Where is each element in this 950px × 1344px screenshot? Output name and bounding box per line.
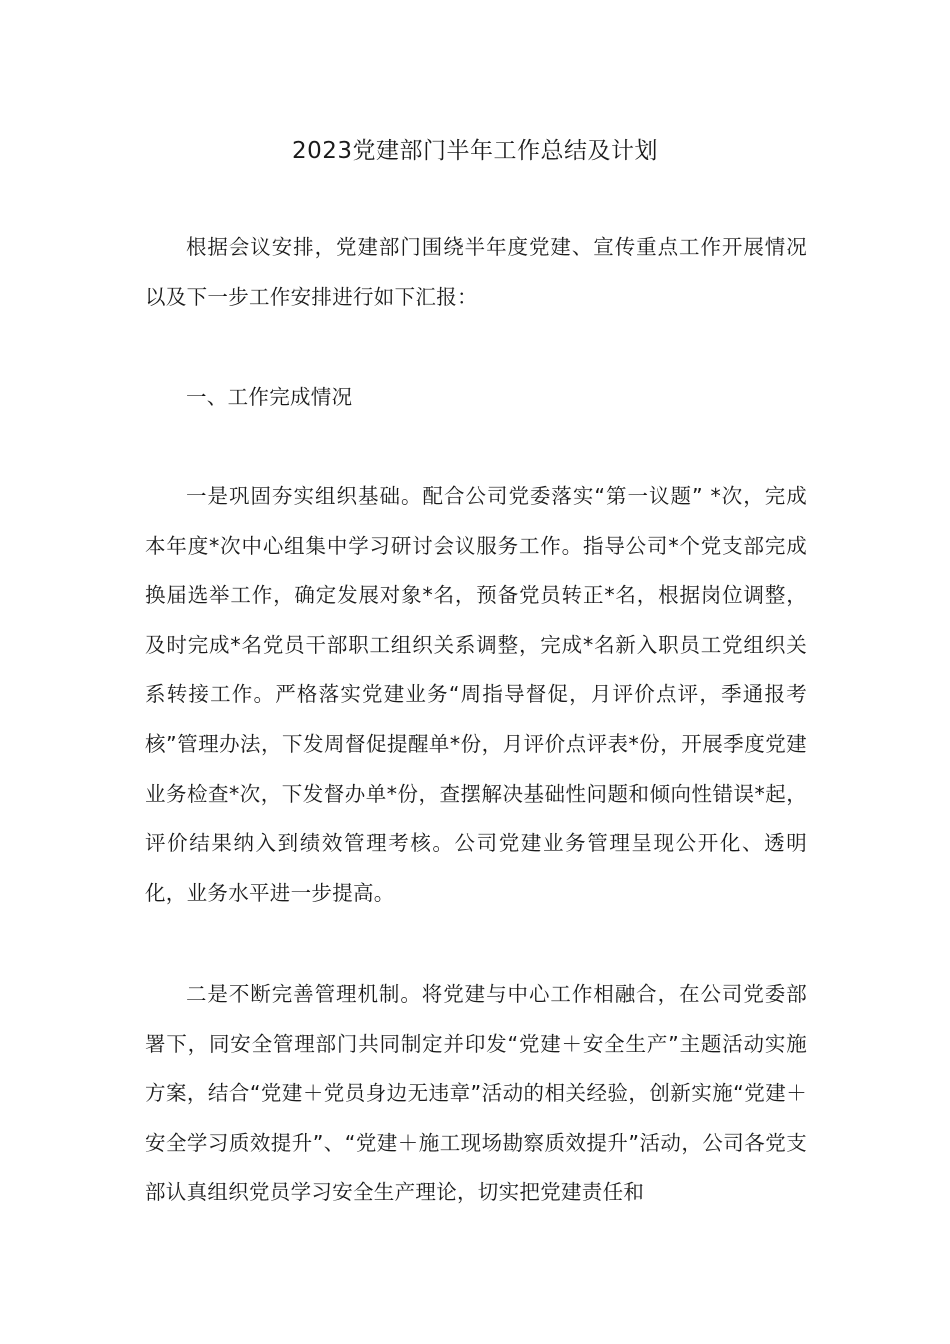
document-title: 2023党建部门半年工作总结及计划 [291,138,659,164]
section-heading-work-completion: 一、工作完成情况 [186,385,353,409]
intro-paragraph: 根据会议安排，党建部门围绕半年度党建、宣传重点工作开展情况以及下一步工作安排进行如下汇报： [145,235,807,309]
paragraph-organization-foundation: 一是巩固夯实组织基础。配合公司党委落实“第一议题” *次，完成本年度*次中心组集中学习研讨会议服务工作。指导公司*个党支部完成换届选举工作，确定发展对象*名，预备党员转正*名，根据岗位调整，及时完成*名党员干部职工组织关系调整，完成*名新入职员工党组织关系转接工作。严格落实党建业务“周指导督促，月评价点评，季通报考核”管理办法，下发周督促提醒单*份，月评价点评表*份，开展季度党建业务检查*次，下发督办单*份，查摆解决基础性问题和倾向性错误*起，评价结果纳入到绩效管理考核。公司党建业务管理呈现公开化、透明化，业务水平进一步提高。 [145,484,807,905]
paragraph-management-mechanism: 二是不断完善管理机制。将党建与中心工作相融合，在公司党委部署下，同安全管理部门共同制定并印发“党建＋安全生产”主题活动实施方案，结合“党建＋党员身边无违章”活动的相关经验，创新实施“党建＋安全学习质效提升”、“党建＋施工现场勘察质效提升”活动，公司各党支部认真组织党员学习安全生产理论，切实把党建责任和 [145,982,807,1205]
